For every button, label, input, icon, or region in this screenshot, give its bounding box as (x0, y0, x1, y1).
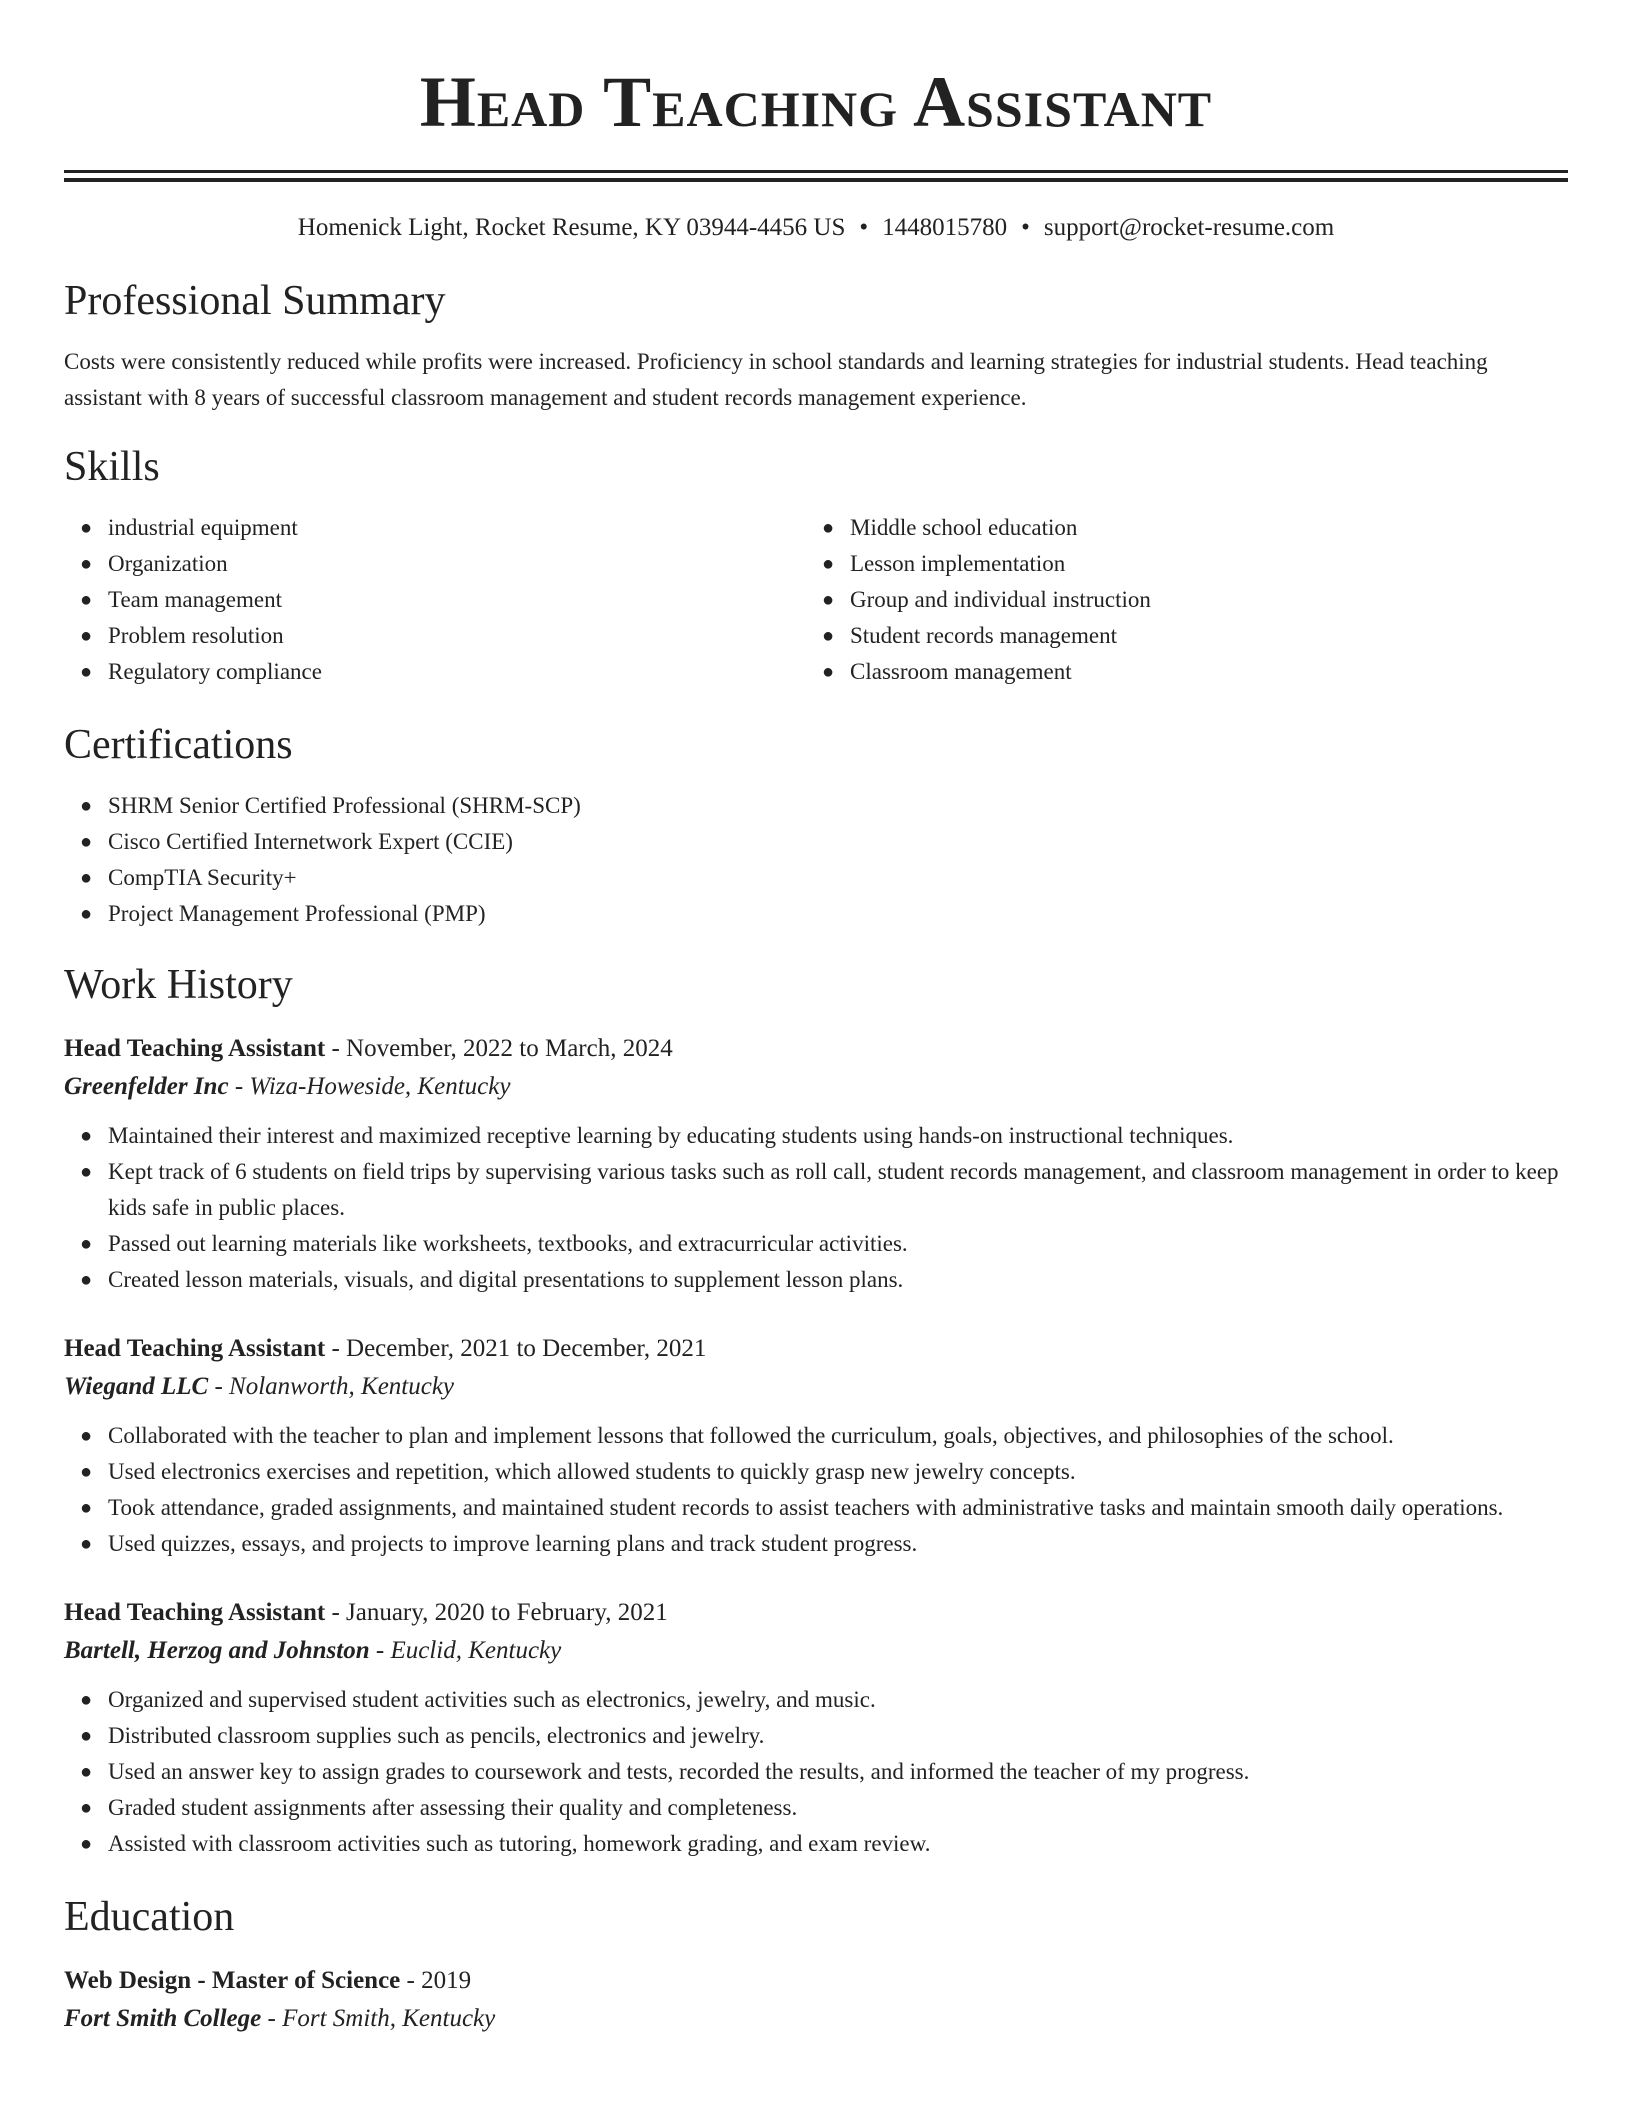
job-duty (80, 1754, 1568, 1790)
certification-label: Cisco Certified Internetwork Expert (CCIE) (108, 829, 513, 854)
bullet-icon: ● (80, 831, 93, 853)
certification-item (80, 824, 1568, 860)
education-degree: Web Design - Master of Science (64, 1967, 401, 1994)
contact-separator: • (859, 214, 869, 241)
resume-title: Head Teaching Assistant (419, 62, 1213, 142)
skills-list (64, 510, 806, 690)
work-history-section (64, 960, 1568, 1862)
skills-columns (64, 510, 1568, 690)
education-section (64, 1892, 1568, 2038)
bullet-icon: ● (822, 553, 835, 575)
bullet-icon: ● (822, 517, 835, 539)
skill-label: Problem resolution (108, 623, 284, 648)
job-title: Head Teaching Assistant (64, 1599, 326, 1626)
bullet-icon: ● (80, 1125, 93, 1147)
skill-label: industrial equipment (108, 515, 298, 540)
bullet-icon: ● (822, 625, 835, 647)
certification-item (80, 896, 1568, 932)
education-header (64, 1962, 1568, 2000)
summary-text: Costs were consistently reduced while profits were increased. Proficiency in school standards and learning strategies for industrial students. Head teaching assistant with 8 years of successful classroom management and student records management experience. (64, 349, 1488, 410)
section-heading: Skills (64, 444, 160, 490)
skills-column-right (806, 510, 1548, 690)
bullet-icon: ● (80, 1797, 93, 1819)
job-duty-text: Organized and supervised student activities such as electronics, jewelry, and music. (108, 1687, 876, 1712)
job-entry (64, 1330, 1568, 1562)
skill-item (822, 618, 1548, 654)
job-duty-text: Maintained their interest and maximized receptive learning by educating students using hands-on instructional techniques. (108, 1123, 1234, 1148)
bullet-icon: ● (80, 589, 93, 611)
job-duty (80, 1262, 1568, 1298)
skill-item (822, 510, 1548, 546)
skill-label: Group and individual instruction (850, 587, 1151, 612)
job-duty-text: Created lesson materials, visuals, and digital presentations to supplement lesson plans. (108, 1267, 904, 1292)
certification-item (80, 788, 1568, 824)
job-location: - Wiza-Howeside, Kentucky (228, 1073, 511, 1100)
job-header (64, 1594, 1568, 1632)
certifications-list (64, 788, 1568, 932)
job-duty (80, 1118, 1568, 1154)
contact-address: Homenick Light, Rocket Resume, KY 03944-4456 US (297, 214, 846, 241)
education-school: Fort Smith College (64, 2005, 262, 2032)
bullet-icon: ● (80, 553, 93, 575)
title-divider-top (64, 170, 1568, 173)
skill-label: Lesson implementation (850, 551, 1066, 576)
job-duty-text: Used electronics exercises and repetition, which allowed students to quickly grasp new jewelry concepts. (108, 1459, 1076, 1484)
job-dates: - November, 2022 to March, 2024 (325, 1035, 673, 1062)
job-duty-text: Used quizzes, essays, and projects to improve learning plans and track student progress. (108, 1531, 918, 1556)
job-employer (64, 1068, 1568, 1106)
contact-separator: • (1021, 214, 1030, 241)
bullet-icon: ● (80, 1425, 93, 1447)
job-location: - Nolanworth, Kentucky (208, 1373, 455, 1400)
job-duty (80, 1682, 1568, 1718)
job-duty (80, 1454, 1568, 1490)
bullet-icon: ● (80, 795, 93, 817)
job-duty-text: Used an answer key to assign grades to coursework and tests, recorded the results, and informed the teacher of my progress. (108, 1759, 1250, 1784)
skill-label: Student records management (850, 623, 1117, 648)
job-duty-text: Passed out learning materials like worksheets, textbooks, and extracurricular activities. (108, 1231, 908, 1256)
job-duty-text: Assisted with classroom activities such as tutoring, homework grading, and exam review. (108, 1831, 931, 1856)
skill-item (80, 654, 806, 690)
bullet-icon: ● (80, 1689, 93, 1711)
job-duty-text: Distributed classroom supplies such as pencils, electronics and jewelry. (108, 1723, 765, 1748)
skill-item (822, 582, 1548, 618)
section-heading: Professional Summary (64, 278, 446, 324)
job-duty (80, 1790, 1568, 1826)
skill-item (80, 546, 806, 582)
section-heading: Certifications (64, 722, 293, 768)
job-company: Bartell, Herzog and Johnston (64, 1637, 370, 1664)
contact-phone: 1448015780 (882, 214, 1008, 241)
resume-page (64, 0, 1568, 2038)
job-duty (80, 1826, 1568, 1862)
job-duty-text: Graded student assignments after assessing their quality and completeness. (108, 1795, 798, 1820)
section-heading: Education (64, 1894, 235, 1940)
job-company: Wiegand LLC (64, 1373, 209, 1400)
skill-label: Organization (108, 551, 228, 576)
job-employer (64, 1632, 1568, 1670)
bullet-icon: ● (80, 1761, 93, 1783)
education-institution (64, 2000, 1568, 2038)
skill-item (80, 582, 806, 618)
education-entry (64, 1962, 1568, 2038)
bullet-icon: ● (80, 1833, 93, 1855)
job-dates: - January, 2020 to February, 2021 (325, 1599, 668, 1626)
job-location: - Euclid, Kentucky (369, 1637, 562, 1664)
job-title: Head Teaching Assistant (64, 1335, 326, 1362)
bullet-icon: ● (822, 589, 835, 611)
bullet-icon: ● (80, 625, 93, 647)
title-divider-bottom (64, 178, 1568, 182)
job-duty-text: Took attendance, graded assignments, and maintained student records to assist teachers with administrative tasks and maintain smooth daily operations. (108, 1495, 1504, 1520)
professional-summary-section (64, 276, 1568, 416)
contact-email: support@rocket-resume.com (1043, 214, 1335, 241)
job-header (64, 1330, 1568, 1368)
certification-label: Project Management Professional (PMP) (108, 901, 486, 926)
job-header (64, 1030, 1568, 1068)
bullet-icon: ● (80, 1533, 93, 1555)
job-duty (80, 1490, 1568, 1526)
certification-label: SHRM Senior Certified Professional (SHRM-SCP) (108, 793, 581, 818)
job-duty (80, 1718, 1568, 1754)
job-employer (64, 1368, 1568, 1406)
certifications-section (64, 720, 1568, 932)
bullet-icon: ● (80, 517, 93, 539)
skill-label: Middle school education (850, 515, 1078, 540)
job-duty (80, 1418, 1568, 1454)
job-duty (80, 1154, 1568, 1226)
job-entry (64, 1594, 1568, 1862)
bullet-icon: ● (80, 661, 93, 683)
bullet-icon: ● (80, 1461, 93, 1483)
job-duties-list (64, 1418, 1568, 1562)
job-duties-list (64, 1682, 1568, 1862)
bullet-icon: ● (80, 867, 93, 889)
skill-item (822, 546, 1548, 582)
skills-section (64, 442, 1568, 690)
job-duty (80, 1226, 1568, 1262)
skills-list (806, 510, 1548, 690)
skill-item (822, 654, 1548, 690)
certification-item (80, 860, 1568, 896)
job-duty-text: Kept track of 6 students on field trips by supervising various tasks such as roll call, student records management, and classroom management in order to keep kids safe in public places. (108, 1159, 1559, 1220)
certification-label: CompTIA Security+ (108, 865, 297, 890)
bullet-icon: ● (80, 903, 93, 925)
education-year: - 2019 (400, 1967, 472, 1994)
job-title: Head Teaching Assistant (64, 1035, 326, 1062)
bullet-icon: ● (80, 1725, 93, 1747)
bullet-icon: ● (80, 1269, 93, 1291)
job-dates: - December, 2021 to December, 2021 (325, 1335, 707, 1362)
skill-label: Classroom management (850, 659, 1072, 684)
job-duty (80, 1526, 1568, 1562)
section-heading: Work History (64, 962, 293, 1008)
job-entry (64, 1030, 1568, 1298)
skill-item (80, 618, 806, 654)
skill-item (80, 510, 806, 546)
job-company: Greenfelder Inc (64, 1073, 229, 1100)
skill-label: Team management (108, 587, 283, 612)
bullet-icon: ● (822, 661, 835, 683)
job-duty-text: Collaborated with the teacher to plan and implement lessons that followed the curriculum, goals, objectives, and philosophies of the school. (108, 1423, 1394, 1448)
skills-column-left (64, 510, 806, 690)
skill-label: Regulatory compliance (108, 659, 322, 684)
bullet-icon: ● (80, 1233, 93, 1255)
bullet-icon: ● (80, 1161, 93, 1183)
contact-line (64, 212, 1568, 244)
job-duties-list (64, 1118, 1568, 1298)
bullet-icon: ● (80, 1497, 93, 1519)
education-location: - Fort Smith, Kentucky (261, 2005, 496, 2032)
